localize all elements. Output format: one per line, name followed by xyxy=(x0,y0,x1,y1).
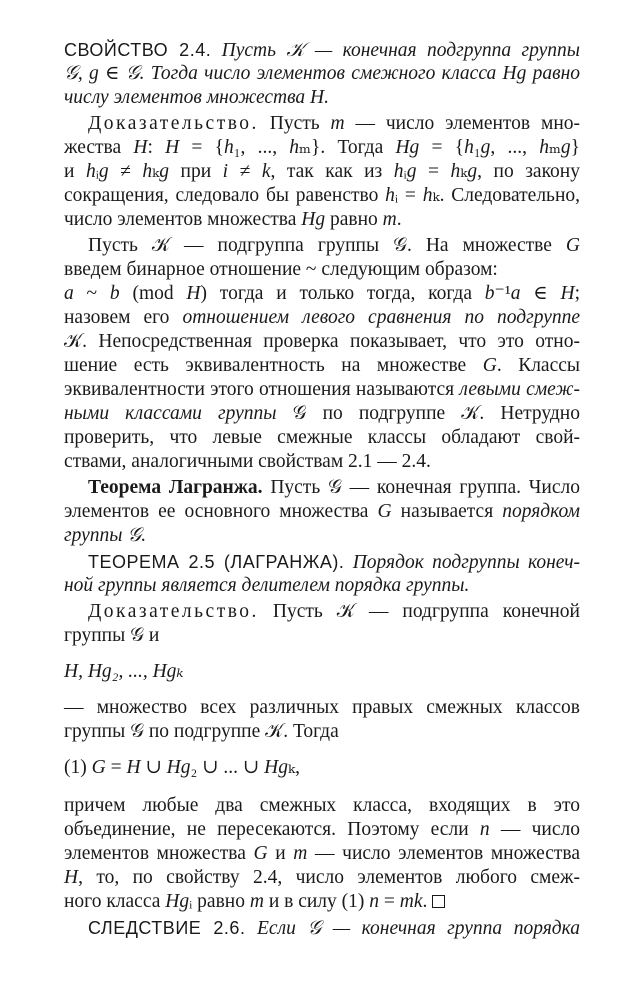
para-line-2: введем бинарное отношение ~ следующим образом: xyxy=(64,259,498,280)
proof-2-5-line-7: элементов множества G и m — число элементов множества xyxy=(64,843,581,864)
proof-2-5-line-1: Доказательство. Пусть 𝒦 — подгруппа конечной xyxy=(88,601,580,622)
proof-2-5-line-4: группы 𝒢 по подгруппе 𝒦. Тогда xyxy=(64,721,339,742)
proof-2-5-line-8: H, то, по свойству 2.4, число элементов любого смеж- xyxy=(64,867,580,888)
para-line-10: ствами, аналогичными свойствам 2.1 — 2.4. xyxy=(64,451,431,472)
lagrange-def-line-2: элементов ее основного множества G называется порядком xyxy=(64,501,580,522)
para-line-1: Пусть 𝒦 — подгруппа группы 𝒢. На множестве G xyxy=(88,235,580,256)
lagrange-def-line-3: группы 𝒢. xyxy=(64,525,147,546)
para-line-7: эквивалентности этого отношения называются левыми смеж- xyxy=(64,379,580,400)
proof-line-4: сокращения, следовало бы равенство hᵢ = hₖ. Следовательно, xyxy=(64,185,581,206)
proof-2-5-line-9: ного класса Hgᵢ равно m и в силу (1) n = mk. xyxy=(64,890,580,914)
proof-line-1: Доказательство. Пусть m — число элементов мно- xyxy=(88,113,581,134)
para-line-3: a ~ b (mod H) тогда и только тогда, когда b⁻¹a ∈ H; xyxy=(64,283,580,304)
property-2-4-line-1: СВОЙСТВО 2.4. Пусть 𝒦 — конечная подгруппа группы xyxy=(64,40,580,61)
lagrange-def-line-1: Теорема Лагранжа. Пусть 𝒢 — конечная группа. Число xyxy=(88,477,580,498)
property-2-4-line-2: 𝒢, g ∈ 𝒢. Тогда число элементов смежного класса Hg равно xyxy=(64,63,580,84)
proof-line-3: и hᵢg ≠ hₖg при i ≠ k, так как из hᵢg = hₖg, по закону xyxy=(64,161,580,182)
proof-2-5-line-6: объединение, не пересекаются. Поэтому если n — число xyxy=(64,819,580,840)
property-2-4-line-3: числу элементов множества H. xyxy=(64,87,330,108)
equation-1: (1) G = H ∪ Hg₂ ∪ ... ∪ Hgₖ, xyxy=(64,757,300,778)
corollary-2-6-line-1: СЛЕДСТВИЕ 2.6. Если 𝒢 — конечная группа порядка xyxy=(88,918,581,939)
para-line-9: проверить, что левые смежные классы обладают свой- xyxy=(64,427,580,448)
para-line-5: 𝒦. Непосредственная проверка показывает, что это отно- xyxy=(64,331,580,352)
proof-line-2: жества H: H = {h₁, ..., hₘ}. Тогда Hg = {h₁g, ..., hₘg} xyxy=(64,137,581,158)
qed-symbol xyxy=(432,895,445,908)
theorem-2-5-line-1: ТЕОРЕМА 2.5 (ЛАГРАНЖА). Порядок подгруппы конеч- xyxy=(88,552,581,573)
proof-2-5-line-5: причем любые два смежных класса, входящих в это xyxy=(64,795,580,816)
proof-line-5: число элементов множества Hg равно m. xyxy=(64,209,402,230)
coset-list: H, Hg₂, ..., Hgₖ xyxy=(64,661,184,682)
para-line-4: назовем его отношением левого сравнения по подгруппе xyxy=(64,307,580,328)
para-line-6: шение есть эквивалентность на множестве G. Классы xyxy=(64,355,580,376)
proof-2-5-line-3: — множество всех различных правых смежных классов xyxy=(64,697,580,718)
para-line-8: ными классами группы 𝒢 по подгруппе 𝒦. Нетрудно xyxy=(64,403,580,424)
theorem-2-5-line-2: ной группы является делителем порядка группы. xyxy=(64,575,470,596)
proof-2-5-line-2: группы 𝒢 и xyxy=(64,625,160,646)
